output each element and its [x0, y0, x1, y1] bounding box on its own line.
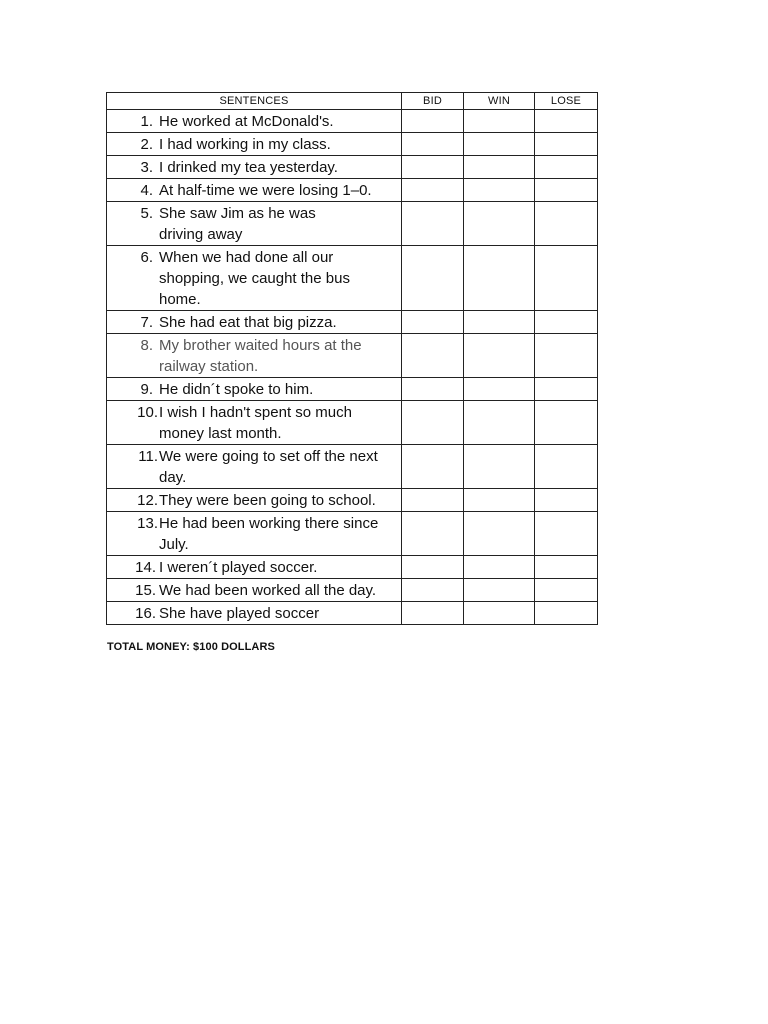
- sentence-cell: [107, 489, 402, 512]
- bid-cell[interactable]: [402, 602, 464, 625]
- bid-cell[interactable]: [402, 401, 464, 445]
- lose-cell[interactable]: [535, 133, 598, 156]
- sentence-cell: [107, 602, 402, 625]
- bid-cell[interactable]: [402, 202, 464, 246]
- lose-cell[interactable]: [535, 334, 598, 378]
- sentence-text: I weren´t played soccer.: [159, 559, 318, 576]
- sentence-number: 12.: [137, 492, 158, 509]
- table-row: [107, 445, 598, 489]
- sentence-number: 13.: [137, 515, 158, 532]
- win-cell[interactable]: [464, 110, 535, 133]
- win-cell[interactable]: [464, 602, 535, 625]
- sentence-cell: [107, 202, 402, 246]
- bid-cell[interactable]: [402, 556, 464, 579]
- lose-cell[interactable]: [535, 202, 598, 246]
- lose-cell[interactable]: [535, 156, 598, 179]
- sentence-text: I wish I hadn't spent so much money last month.: [159, 404, 352, 442]
- sentence-number: 9.: [140, 381, 153, 398]
- sentence-text: We had been worked all the day.: [159, 582, 377, 599]
- sentence-number: 15.: [135, 582, 156, 599]
- table-row: [107, 133, 598, 156]
- bid-cell[interactable]: [402, 334, 464, 378]
- sentence-number: 7.: [140, 314, 153, 331]
- sentence-cell: [107, 378, 402, 401]
- lose-cell[interactable]: [535, 512, 598, 556]
- sentence-number: 16.: [135, 605, 156, 622]
- table-row: [107, 311, 598, 334]
- sentence-text: They were been going to school.: [159, 492, 376, 509]
- header-sentences: SENTENCES: [107, 93, 402, 110]
- header-bid: BID: [402, 93, 464, 110]
- table-row: [107, 512, 598, 556]
- lose-cell[interactable]: [535, 246, 598, 311]
- sentence-text: When we had done all our shopping, we caught the bus home.: [159, 249, 350, 308]
- lose-cell[interactable]: [535, 179, 598, 202]
- sentence-text: My brother waited hours at the railway station.: [159, 337, 362, 375]
- sentence-cell: [107, 311, 402, 334]
- sentence-number: 5.: [140, 205, 153, 222]
- bid-cell[interactable]: [402, 579, 464, 602]
- table-header-row: [107, 93, 598, 110]
- sentence-number: 2.: [140, 136, 153, 153]
- sentence-cell: [107, 512, 402, 556]
- bid-cell[interactable]: [402, 378, 464, 401]
- header-win: WIN: [464, 93, 535, 110]
- table-row: [107, 156, 598, 179]
- win-cell[interactable]: [464, 246, 535, 311]
- table-row: [107, 556, 598, 579]
- lose-cell[interactable]: [535, 445, 598, 489]
- sentence-text: He didn´t spoke to him.: [159, 381, 314, 398]
- table-row: [107, 202, 598, 246]
- sentence-cell: [107, 556, 402, 579]
- win-cell[interactable]: [464, 401, 535, 445]
- lose-cell[interactable]: [535, 602, 598, 625]
- bid-cell[interactable]: [402, 512, 464, 556]
- table-row: [107, 179, 598, 202]
- sentence-cell: [107, 110, 402, 133]
- sentence-cell: [107, 334, 402, 378]
- sentence-text: She saw Jim as he was driving away: [159, 205, 316, 243]
- sentence-cell: [107, 179, 402, 202]
- total-money-label: TOTAL MONEY: $100 DOLLARS: [107, 641, 275, 653]
- table-row: [107, 489, 598, 512]
- sentence-text: He had been working there since July.: [159, 515, 379, 553]
- table-row: [107, 602, 598, 625]
- sentence-number: 4.: [140, 182, 153, 199]
- sentence-number: 1.: [140, 113, 153, 130]
- bid-cell[interactable]: [402, 246, 464, 311]
- sentence-number: 14.: [135, 559, 156, 576]
- win-cell[interactable]: [464, 489, 535, 512]
- table-row: [107, 378, 598, 401]
- table-row: [107, 110, 598, 133]
- table-row: [107, 334, 598, 378]
- sentence-text: He worked at McDonald's.: [159, 113, 334, 130]
- sentence-cell: [107, 246, 402, 311]
- header-lose: LOSE: [535, 93, 598, 110]
- lose-cell[interactable]: [535, 489, 598, 512]
- sentence-number: 10.: [137, 404, 158, 421]
- win-cell[interactable]: [464, 334, 535, 378]
- win-cell[interactable]: [464, 378, 535, 401]
- win-cell[interactable]: [464, 156, 535, 179]
- win-cell[interactable]: [464, 179, 535, 202]
- sentence-number: 11.: [138, 448, 158, 465]
- sentence-cell: [107, 133, 402, 156]
- bid-cell[interactable]: [402, 445, 464, 489]
- lose-cell[interactable]: [535, 378, 598, 401]
- table-row: [107, 579, 598, 602]
- win-cell[interactable]: [464, 579, 535, 602]
- bid-cell[interactable]: [402, 179, 464, 202]
- sentence-number: 3.: [140, 159, 153, 176]
- lose-cell[interactable]: [535, 401, 598, 445]
- win-cell[interactable]: [464, 311, 535, 334]
- win-cell[interactable]: [464, 202, 535, 246]
- bid-cell[interactable]: [402, 110, 464, 133]
- sentence-number: 8.: [140, 337, 153, 354]
- bid-cell[interactable]: [402, 489, 464, 512]
- bid-cell[interactable]: [402, 311, 464, 334]
- bid-cell[interactable]: [402, 133, 464, 156]
- sentence-cell: [107, 401, 402, 445]
- sentence-cell: [107, 156, 402, 179]
- sentence-cell: [107, 445, 402, 489]
- table-row: [107, 401, 598, 445]
- sentence-text: She had eat that big pizza.: [159, 314, 337, 331]
- bid-cell[interactable]: [402, 156, 464, 179]
- betting-table: [106, 92, 598, 625]
- sentence-cell: [107, 579, 402, 602]
- sentence-text: She have played soccer: [159, 605, 320, 622]
- sentence-number: 6.: [140, 249, 153, 266]
- lose-cell[interactable]: [535, 579, 598, 602]
- lose-cell[interactable]: [535, 556, 598, 579]
- lose-cell[interactable]: [535, 110, 598, 133]
- sentence-text: I drinked my tea yesterday.: [159, 159, 338, 176]
- sentence-text: At half-time we were losing 1–0.: [159, 182, 372, 199]
- win-cell[interactable]: [464, 445, 535, 489]
- sentence-text: We were going to set off the next day.: [159, 448, 378, 486]
- sentence-text: I had working in my class.: [159, 136, 331, 153]
- lose-cell[interactable]: [535, 311, 598, 334]
- win-cell[interactable]: [464, 133, 535, 156]
- win-cell[interactable]: [464, 556, 535, 579]
- win-cell[interactable]: [464, 512, 535, 556]
- table-row: [107, 246, 598, 311]
